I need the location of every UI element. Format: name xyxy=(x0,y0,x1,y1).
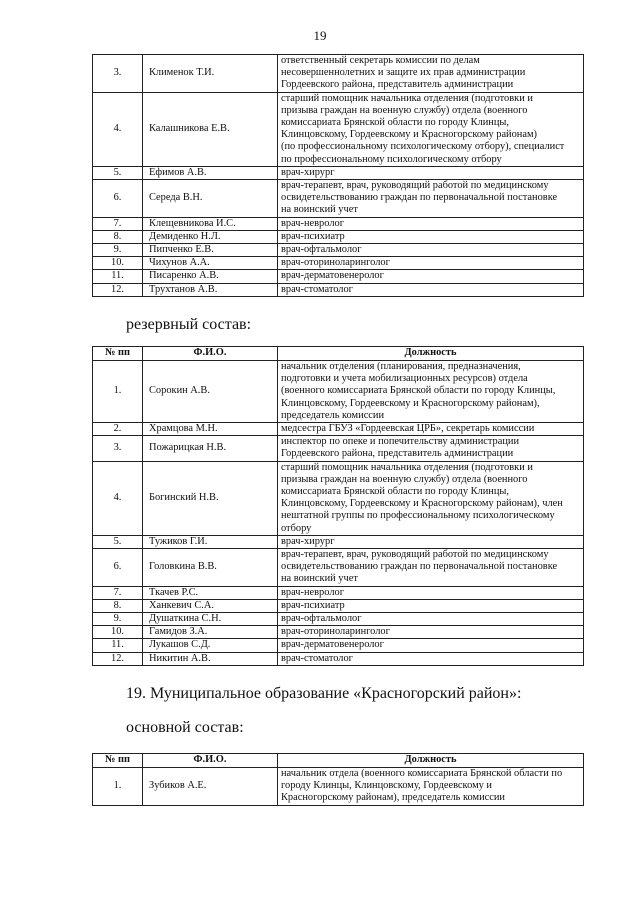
column-header-name: Ф.И.О. xyxy=(143,347,278,361)
member-position xyxy=(278,166,584,179)
member-name: Ефимов А.В. xyxy=(143,166,278,179)
position-line: врач-оториноларинголог xyxy=(281,257,390,269)
member-name: Ткачев Р.С. xyxy=(143,586,278,599)
member-position xyxy=(278,270,584,283)
position-line: освидетельствованию граждан по первоначальной постановке xyxy=(281,192,558,204)
member-position xyxy=(278,436,584,461)
table-row xyxy=(93,230,584,243)
row-number: 4. xyxy=(93,461,143,535)
member-position xyxy=(278,613,584,626)
position-line: начальник отделения (планирования, предназначения, xyxy=(281,361,521,372)
position-line: (военного комиссариата Брянской области по городу Клинцы, xyxy=(281,385,556,397)
member-position xyxy=(278,92,584,166)
position-line: врач-офтальмолог xyxy=(281,613,362,625)
position-line: врач-стоматолог xyxy=(281,652,353,664)
row-number: 5. xyxy=(93,166,143,179)
position-line: врач-офтальмолог xyxy=(281,244,362,256)
row-number: 8. xyxy=(93,230,143,243)
table-row xyxy=(93,461,584,535)
row-number: 12. xyxy=(93,652,143,665)
member-name: Демиденко Н.Л. xyxy=(143,230,278,243)
table-row xyxy=(93,244,584,257)
column-header-num: № пп xyxy=(93,754,143,768)
member-name: Середа В.Н. xyxy=(143,180,278,218)
position-line: врач-психиатр xyxy=(281,599,345,611)
member-name: Душаткина С.Н. xyxy=(143,613,278,626)
column-header-num: № пп xyxy=(93,347,143,361)
column-header-pos: Должность xyxy=(278,754,584,768)
member-name: Храмцова М.Н. xyxy=(143,423,278,436)
position-line: медсестра ГБУЗ «Гордеевская ЦРБ», секретарь комиссии xyxy=(281,423,535,435)
table-row xyxy=(93,599,584,612)
member-position xyxy=(278,535,584,548)
position-line: Клинцовскому, Гордеевскому и Красногорскому районам), член xyxy=(281,498,563,510)
row-number: 7. xyxy=(93,586,143,599)
table-header-row xyxy=(93,347,584,361)
row-number: 4. xyxy=(93,92,143,166)
table-row xyxy=(93,586,584,599)
row-number: 3. xyxy=(93,436,143,461)
member-name: Гамидов З.А. xyxy=(143,626,278,639)
row-number: 3. xyxy=(93,55,143,93)
position-line: нештатной группы по профессиональному психологическому xyxy=(281,510,555,522)
position-line: начальник отдела (военного комиссариата Брянской области по xyxy=(281,768,563,779)
position-line: Клинцовскому, Гордеевскому и Красногорскому районам) xyxy=(281,129,538,141)
position-line: врач-хирург xyxy=(281,166,335,178)
table-row xyxy=(93,652,584,665)
position-line: по профессиональному психологическому отбору xyxy=(281,153,502,165)
position-line: подготовки и учета мобилизационных ресурсов) отдела xyxy=(281,373,528,385)
position-line: инспектор по опеке и попечительству администрации xyxy=(281,436,520,448)
position-line: городу Клинцы, Клинцовскому, Гордеевскому и xyxy=(281,780,492,792)
position-line: врач-дерматовенеролог xyxy=(281,639,384,651)
table-row xyxy=(93,436,584,461)
row-number: 7. xyxy=(93,217,143,230)
row-number: 11. xyxy=(93,639,143,652)
row-number: 11. xyxy=(93,270,143,283)
member-name: Никитин А.В. xyxy=(143,652,278,665)
position-line: старший помощник начальника отделения (подготовки и xyxy=(281,92,533,104)
member-position xyxy=(278,652,584,665)
table-row xyxy=(93,180,584,218)
row-number: 6. xyxy=(93,549,143,587)
main-composition-heading: основной состав: xyxy=(126,719,244,736)
position-line: Клинцовскому, Гордеевскому и Красногорскому районам), xyxy=(281,397,540,409)
member-name: Калашникова Е.В. xyxy=(143,92,278,166)
table-row xyxy=(93,166,584,179)
table-row xyxy=(93,549,584,587)
column-header-pos: Должность xyxy=(278,347,584,361)
table-row xyxy=(93,626,584,639)
row-number: 1. xyxy=(93,768,143,806)
position-line: ответственный секретарь комиссии по делам xyxy=(281,55,480,66)
member-name: Клименок Т.И. xyxy=(143,55,278,93)
member-name: Головкина В.В. xyxy=(143,549,278,587)
section-heading: 19. Муниципальное образование «Красногорский район»: xyxy=(126,685,522,702)
member-name: Богинский Н.В. xyxy=(143,461,278,535)
position-line: врач-дерматовенеролог xyxy=(281,270,384,282)
table-row xyxy=(93,257,584,270)
table-header-row xyxy=(93,754,584,768)
position-line: врач-невролог xyxy=(281,586,344,598)
row-number: 12. xyxy=(93,283,143,296)
position-line: (по профессиональному психологическому отбору), специалист xyxy=(281,141,565,153)
position-line: врач-психиатр xyxy=(281,230,345,242)
position-line: отбору xyxy=(281,522,312,534)
column-header-name: Ф.И.О. xyxy=(143,754,278,768)
member-position xyxy=(278,639,584,652)
member-name: Ханкевич С.А. xyxy=(143,599,278,612)
position-line: призыва граждан на военную службу) отдела (военного xyxy=(281,473,528,485)
position-line: призыва граждан на военную службу) отдела (военного xyxy=(281,104,528,116)
position-line: освидетельствованию граждан по первоначальной постановке xyxy=(281,561,558,573)
member-position xyxy=(278,768,584,806)
member-position xyxy=(278,283,584,296)
member-position xyxy=(278,55,584,93)
member-position xyxy=(278,461,584,535)
row-number: 9. xyxy=(93,613,143,626)
page-number: 19 xyxy=(313,28,327,43)
position-line: на воинский учет xyxy=(281,204,358,216)
member-position xyxy=(278,361,584,423)
table-row xyxy=(93,283,584,296)
commission-table-krasnogorsky xyxy=(92,753,584,806)
member-name: Сорокин А.В. xyxy=(143,361,278,423)
row-number: 5. xyxy=(93,535,143,548)
row-number: 2. xyxy=(93,423,143,436)
member-position xyxy=(278,217,584,230)
member-name: Тужиков Г.И. xyxy=(143,535,278,548)
table-row xyxy=(93,768,584,806)
member-position xyxy=(278,599,584,612)
table-row xyxy=(93,423,584,436)
member-name: Чихунов А.А. xyxy=(143,257,278,270)
position-line: врач-хирург xyxy=(281,535,335,547)
reserve-heading: резервный состав: xyxy=(126,316,252,333)
member-name: Писаренко А.В. xyxy=(143,270,278,283)
member-position xyxy=(278,180,584,218)
position-line: Гордеевского района, представитель администрации xyxy=(281,79,514,91)
member-position xyxy=(278,423,584,436)
row-number: 1. xyxy=(93,361,143,423)
member-name: Лукашов С.Д. xyxy=(143,639,278,652)
member-position xyxy=(278,244,584,257)
table-row xyxy=(93,639,584,652)
position-line: Гордеевского района, представитель администрации xyxy=(281,448,514,460)
row-number: 6. xyxy=(93,180,143,218)
member-name: Пожарицкая Н.В. xyxy=(143,436,278,461)
position-line: на воинский учет xyxy=(281,573,358,585)
member-name: Зубиков А.Е. xyxy=(143,768,278,806)
position-line: комиссариата Брянской области по городу Клинцы, xyxy=(281,486,510,498)
position-line: председатель комиссии xyxy=(281,409,385,421)
position-line: врач-терапевт, врач, руководящий работой по медицинскому xyxy=(281,180,549,192)
position-line: комиссариата Брянской области по городу Клинцы, xyxy=(281,117,510,129)
table-row xyxy=(93,55,584,93)
member-position xyxy=(278,549,584,587)
position-line: старший помощник начальника отделения (подготовки и xyxy=(281,461,533,473)
member-position xyxy=(278,230,584,243)
position-line: врач-невролог xyxy=(281,217,344,229)
member-name: Клещевникова И.С. xyxy=(143,217,278,230)
table-row xyxy=(93,613,584,626)
row-number: 10. xyxy=(93,257,143,270)
member-position xyxy=(278,626,584,639)
position-line: врач-стоматолог xyxy=(281,283,353,295)
table-row xyxy=(93,92,584,166)
commission-table-reserve xyxy=(92,346,584,666)
position-line: врач-терапевт, врач, руководящий работой по медицинскому xyxy=(281,549,549,561)
row-number: 8. xyxy=(93,599,143,612)
member-position xyxy=(278,586,584,599)
table-row xyxy=(93,217,584,230)
commission-table-main-continued xyxy=(92,54,584,297)
position-line: Красногорскому районам), председатель комиссии xyxy=(281,792,505,804)
row-number: 9. xyxy=(93,244,143,257)
position-line: врач-оториноларинголог xyxy=(281,626,390,638)
position-line: несовершеннолетних и защите их прав администрации xyxy=(281,67,526,79)
member-name: Пипченко Е.В. xyxy=(143,244,278,257)
member-position xyxy=(278,257,584,270)
table-row xyxy=(93,270,584,283)
table-row xyxy=(93,535,584,548)
row-number: 10. xyxy=(93,626,143,639)
member-name: Трухтанов А.В. xyxy=(143,283,278,296)
table-row xyxy=(93,361,584,423)
